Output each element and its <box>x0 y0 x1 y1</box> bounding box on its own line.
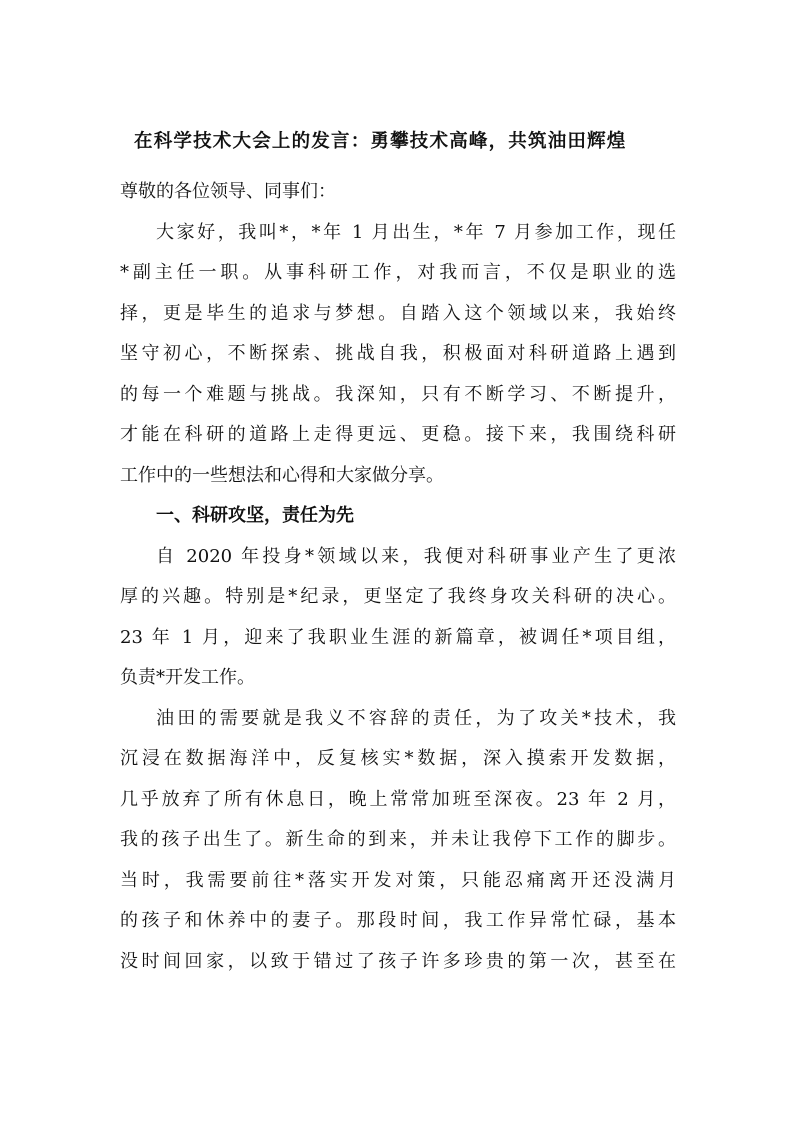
salutation: 尊敬的各位领导、同事们： <box>120 181 336 202</box>
paragraph-line: 当时，我需要前往*落实开发对策，只能忍痛离开还没满月 <box>120 869 676 891</box>
document-page <box>120 0 680 1122</box>
document-body <box>120 176 676 986</box>
paragraph-line: 大家好，我叫*，*年 1 月出生，*年 7 月参加工作，现任 <box>156 221 676 243</box>
paragraph-career <box>120 541 676 703</box>
paragraph-line: 我的孩子出生了。新生命的到来，并未让我停下工作的脚步。 <box>120 829 676 850</box>
paragraph-line: 23 年 1 月，迎来了我职业生涯的新篇章，被调任*项目组， <box>120 626 676 648</box>
paragraph-line: 工作中的一些想法和心得和大家做分享。 <box>120 464 444 486</box>
paragraph-line: 择，更是毕生的追求与梦想。自踏入这个领域以来，我始终 <box>120 302 676 324</box>
paragraph-line: *副主任一职。从事科研工作，对我而言，不仅是职业的选 <box>120 262 676 283</box>
paragraph-line: 坚守初心，不断探索、挑战自我，积极面对科研道路上遇到 <box>120 343 676 364</box>
paragraph-line: 几乎放弃了所有休息日，晚上常常加班至深夜。23 年 2 月， <box>120 788 676 810</box>
paragraph-line: 自 2020 年投身*领域以来，我便对科研事业产生了更浓 <box>156 545 676 567</box>
paragraph-introduction <box>120 217 676 501</box>
paragraph-line: 才能在科研的道路上走得更远、更稳。接下来，我围绕科研 <box>120 424 676 445</box>
paragraph-line: 油田的需要就是我义不容辞的责任，为了攻关*技术，我 <box>156 707 676 729</box>
paragraph-line: 没时间回家，以致于错过了孩子许多珍贵的第一次，甚至在 <box>120 950 676 972</box>
paragraph-line: 沉浸在数据海洋中，反复核实*数据，深入摸索开发数据， <box>120 748 676 769</box>
document-title: 在科学技术大会上的发言：勇攀技术高峰，共筑油田辉煌 <box>134 131 627 152</box>
paragraph-line: 厚的兴趣。特别是*纪录，更坚定了我终身攻关科研的决心。 <box>120 586 676 607</box>
paragraph-responsibility <box>120 703 676 987</box>
paragraph-line: 负责*开发工作。 <box>120 667 255 688</box>
paragraph-line: 的每一个难题与挑战。我深知，只有不断学习、不断提升， <box>120 383 676 405</box>
paragraph-line: 的孩子和休养中的妻子。那段时间，我工作异常忙碌，基本 <box>120 910 676 931</box>
section-heading: 一、科研攻坚，责任为先 <box>156 505 354 526</box>
